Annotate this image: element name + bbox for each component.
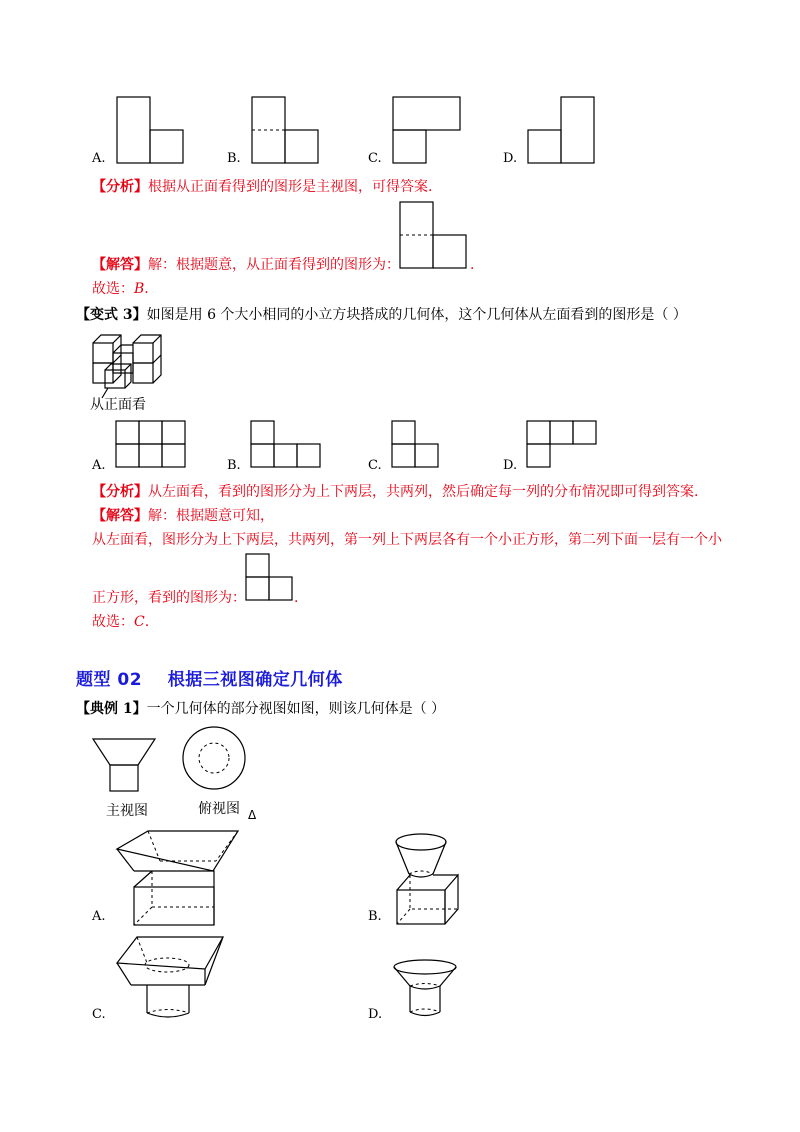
ex1-option-b-figure — [392, 832, 467, 928]
v3-cubes-figure — [92, 330, 172, 400]
q1-option-c-figure — [392, 96, 464, 166]
q1-answer-end: . — [470, 257, 475, 273]
choose-end: . — [144, 614, 150, 630]
v3-analysis — [92, 483, 698, 501]
ex1-question — [76, 700, 445, 718]
q1-option-d-label: D. — [503, 151, 518, 166]
q1-option-c-label: C. — [368, 151, 382, 166]
ex1-option-d-label: D. — [368, 1007, 383, 1022]
ex1-option-b-label: B. — [368, 909, 382, 924]
v3-answer-line2: 从左面看，图形分为上下两层，共两列，第一列上下两层各有一个小正方形，第二列下面一层有一个小 — [92, 532, 722, 548]
ex1-top-view — [182, 726, 248, 792]
q1-option-a-label: A. — [92, 151, 106, 166]
ex1-option-a-figure — [115, 829, 240, 929]
v3-tag: 【变式 3】 — [76, 307, 147, 323]
ex1-delta: Δ — [248, 808, 257, 822]
section-title: 题型 02 根据三视图确定几何体 — [76, 670, 343, 690]
choose-end: . — [144, 281, 149, 297]
v3-option-b-figure — [250, 420, 322, 468]
choose-letter: B — [134, 281, 145, 297]
v3-question-text: 如图是用 6 个大小相同的小立方块搭成的几何体，这个几何体从左面看到的图形是（ ） — [146, 307, 687, 323]
answer-tag: 【解答】 — [92, 508, 148, 524]
v3-option-a-label: A. — [92, 458, 106, 473]
answer-text: 解：根据题意，从正面看得到的图形为： — [148, 257, 400, 273]
v3-option-a-figure — [115, 420, 187, 468]
v3-question — [76, 306, 687, 324]
choose-letter: C — [134, 614, 145, 630]
ex1-option-c-label: C. — [92, 1007, 106, 1022]
q1-answer — [92, 256, 400, 274]
q1-option-b-label: B. — [227, 151, 241, 166]
v3-answer-line1 — [92, 507, 274, 525]
q1-choose — [92, 280, 149, 298]
q1-option-a-figure — [116, 96, 186, 166]
v3-option-c-label: C. — [368, 458, 382, 473]
v3-option-d-label: D. — [503, 458, 518, 473]
analysis-text: 根据从正面看得到的图形是主视图，可得答案. — [148, 179, 433, 195]
q1-analysis — [92, 178, 432, 196]
ex1-front-view — [92, 738, 158, 794]
ex1-front-caption: 主视图 — [106, 803, 148, 819]
ex1-top-caption: 俯视图 — [198, 801, 240, 817]
ex1-option-a-label: A. — [92, 909, 106, 924]
v3-figure-caption: 从正面看 — [90, 397, 146, 413]
v3-option-d-figure — [526, 420, 598, 468]
ex1-option-d-figure — [392, 958, 464, 1022]
q1-option-b-figure — [251, 96, 321, 166]
v3-answer-figure — [245, 553, 297, 603]
ex1-option-c-figure — [115, 935, 235, 1020]
ex1-question-text: 一个几何体的部分视图如图，则该几何体是（ ） — [146, 701, 446, 717]
q1-option-d-figure — [527, 96, 599, 166]
answer-tag: 【解答】 — [92, 257, 148, 273]
q1-answer-figure — [399, 201, 471, 271]
choose-text: 故选： — [92, 281, 134, 297]
analysis-tag: 【分析】 — [92, 484, 148, 500]
analysis-text: 从左面看，看到的图形分为上下两层，共两列，然后确定每一列的分布情况即可得到答案. — [148, 484, 699, 500]
v3-answer-end: . — [294, 590, 299, 606]
v3-option-b-label: B. — [227, 458, 241, 473]
v3-answer-line3: 正方形，看到的图形为： — [92, 590, 246, 606]
choose-text: 故选： — [92, 614, 134, 630]
answer-text: 解：根据题意可知， — [148, 508, 274, 524]
analysis-tag: 【分析】 — [92, 179, 148, 195]
v3-choose — [92, 613, 149, 631]
ex1-tag: 【典例 1】 — [76, 701, 147, 717]
v3-option-c-figure — [391, 420, 441, 468]
